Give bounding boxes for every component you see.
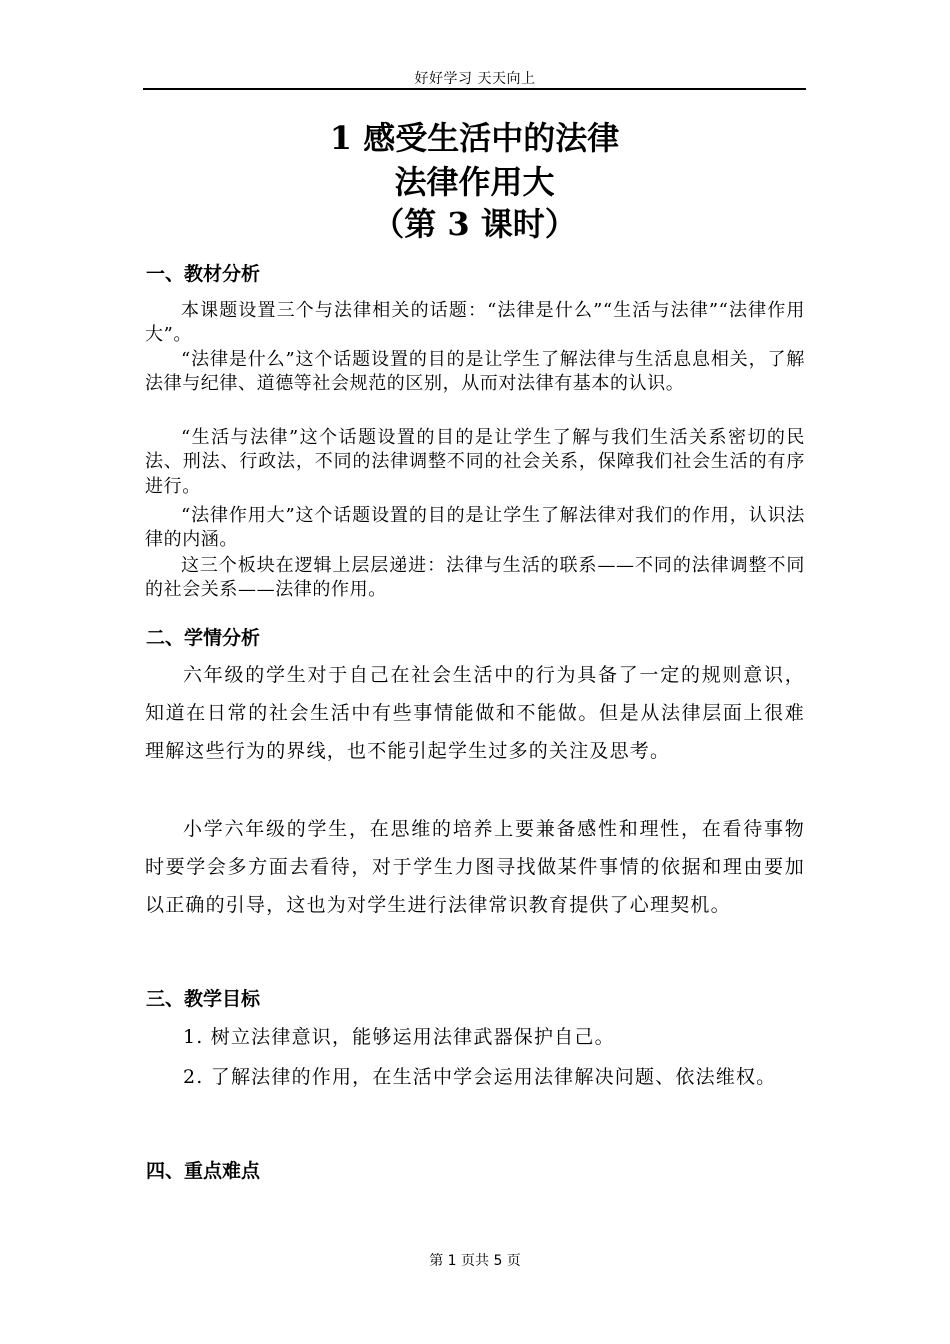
title-line-2: 法律作用大	[394, 163, 555, 201]
paragraph: “生活与法律”这个话题设置的目的是让学生了解与我们生活关系密切的民法、刑法、行政法，不同的法律调整不同的社会关系，保障我们社会生活的有序进行。	[145, 427, 805, 497]
paragraph: 2. 了解法律的作用，在生活中学会运用法律解决问题、依法维权。	[183, 1066, 777, 1088]
paragraph: “法律作用大”这个话题设置的目的是让学生了解法律对我们的作用，认识法律的内涵。	[145, 505, 805, 551]
title-line-3: （第 3 课时）	[372, 205, 577, 243]
page-number: 第 1 页共 5 页	[429, 1253, 521, 1269]
section-heading: 三、教学目标	[146, 988, 261, 1010]
paragraph: “法律是什么”这个话题设置的目的是让学生了解法律与生活息息相关，了解法律与纪律、道德等社会规范的区别，从而对法律有基本的认识。	[145, 349, 805, 395]
paragraph: 小学六年级的学生，在思维的培养上要兼备感性和理性，在看待事物时要学会多方面去看待，对于学生力图寻找做某件事情的依据和理由要加以正确的引导，这也为对学生进行法律常识教育提供了心理契机。	[145, 818, 805, 916]
header-motto: 好好学习 天天向上	[414, 71, 536, 87]
paragraph: 1. 树立法律意识，能够运用法律武器保护自己。	[183, 1026, 615, 1048]
paragraph: 这三个板块在逻辑上层层递进：法律与生活的联系——不同的法律调整不同的社会关系——法律的作用。	[145, 555, 805, 601]
section-heading: 一、教材分析	[146, 263, 261, 285]
header-divider	[143, 88, 806, 90]
paragraph: 六年级的学生对于自己在社会生活中的行为具备了一定的规则意识，知道在日常的社会生活中有些事情能做和不能做。但是从法律层面上很难理解这些行为的界线，也不能引起学生过多的关注及思考。	[145, 664, 805, 762]
section-heading: 二、学情分析	[146, 627, 261, 649]
section-heading: 四、重点难点	[146, 1160, 261, 1182]
paragraph: 本课题设置三个与法律相关的话题：“法律是什么”“生活与法律”“法律作用大”。	[145, 300, 805, 346]
title-line-1: 1 感受生活中的法律	[329, 119, 620, 157]
